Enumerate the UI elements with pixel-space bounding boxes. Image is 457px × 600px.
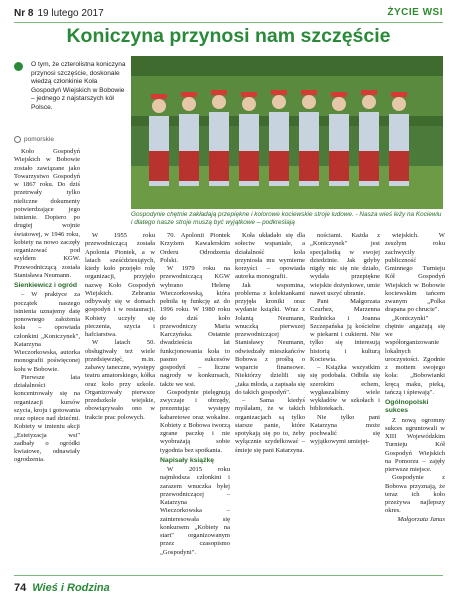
header-divider [14, 22, 443, 23]
paragraph: Jak wspomina, problema z kolektankami przyjęła kroniki oraz wydanie książki. Wraz z Jolantą Neumann, wnuczką pierwszej przewodniczącej Stanisławy Neumann, odwiedzały mieszkańców Bobowa z prośbą o wsparcie finansowe. Niektórzy dzielili się „taka młoda, a zapisała się do takich gospodyń". [235, 281, 305, 396]
paragraph: – W praktyce za początek naszego istnienia uznajemy datę ponownego założenia koła – opowiada członkini „Koniczynek", Katarzyna Wieczorkowska, autorka monografii poświęconej kołu w Bobowie. [14, 291, 80, 373]
issue-number: Nr 8 19 lutego 2017 [14, 8, 104, 19]
article-column-5 [310, 232, 380, 548]
page-number: 74 [14, 582, 27, 594]
region-label: pomorskie [24, 136, 54, 143]
group-photo [131, 56, 443, 209]
paragraph: Pierwsze lata działalności koncentrowały się na organizacji kursów szycia, kroju i gotowania oraz opiece nad dziećmi. Kobiety w imieniu akcji „Estetyzacja wsi" zadbały o ogródki kwiatowe, odnawiały ogrodzenia. [14, 373, 80, 464]
article-column-4 [235, 232, 305, 548]
paragraph: Koło Gospodyń Wiejskich w Bobowie zostało zawiązane jako Towarzystwo Gospodyń w 1867 roku. Do dziś przetrwały tylko nieliczne dokumenty potwierdzające jego istnienie. Dopiero po drugiej wojnie światowej, w 1946 roku, kobiety na nowo zaczęły organizować pod szyldem KGW. Przewodniczącą została Stanisława Neumann. [14, 148, 80, 279]
subheading: Ogólnopolski sukces [385, 399, 429, 415]
article-column-1 [14, 148, 80, 548]
paragraph: Koła układało się dla sołectw wspaniale, a działalność koła przyniosła mu wymierne korzyści – opowiada autorka monografii. [235, 232, 305, 281]
paragraph: – Książka wszystkim się podobała. Odbiła się szerokim echem, wygłaszaliśmy wiele wykładów w szkołach i bibliotekach. [310, 364, 380, 413]
footer-divider [14, 575, 443, 576]
paragraph: 70. Apolonii Piontek Krzyżem Kawalerskim Orderu Odrodzenia Polski. [160, 232, 230, 264]
paragraph: Z nową ogromny sukces ugruntowali w XIII Wojewódzkim Turnieju Kół Gospodyń Wiejskich na Pomorzu – zajęły pierwsze miejsce. [385, 416, 445, 473]
issue-date: 19 lutego 2017 [37, 8, 104, 19]
article-headline: Koniczyna przynosi nam szczęście [66, 25, 391, 47]
paragraph: Gospodynie pielęgnują zwyczaje i obrzędy, prezentując występy kabaretowe oraz wokalne. Kobiety z Bobowa tworzą zgrane paczkę i nie wyobrażają sobie tygodnia bez spotkania. [160, 388, 230, 454]
location-pin-icon [14, 136, 21, 143]
photo-caption: Gospodynie chętnie zakładają przepiękne i kolorowe kociewskie stroje ludowe. - Nasza wieś leży na Kociewiu i dlatego nasze stroje muszą być wyjątkowe – podkreślają [131, 211, 442, 226]
article-column-3 [160, 232, 230, 556]
paragraph: W 1955 roku przewodniczącą została Apolonia Piontek, a w latach sześćdziesiątych, kiedy koło przejęło rolę organizacji, przyjęło nazwę Koło Gospodyń Wiejskich. Zebrania odbywały się w domach gospodyń i w restauracji. Kobiety uczyły się pieczenia, szycia i hafciarstwa. [85, 232, 155, 338]
article-lead: O tym, że czterolistna koniczyna przynosi szczęście, doskonale wiedzą członkinie Koła Gospodyń Wiejskich w Bobowie – jednego z najstarszych kół Polsce. [31, 61, 126, 111]
paragraph: „Koniczynki" chętnie angażują się we współorganizowanie lokalnych uroczystości. Zgodnie z mottem swojego koła: „Bobowianki kręcą maku, pieką, tańczą i śpiewają". [385, 314, 445, 396]
article-column-2 [85, 232, 155, 548]
region-tag [14, 136, 54, 143]
subheading: Napisały książkę [160, 456, 215, 464]
paragraph: Pani Małgorzata Czurhez, Marzenna Rudnicka i Joanna Szczepańska ją kościelne w piekarni i cukierni. Nie tylko się interesują historią i kulturą Kociewia. [310, 298, 380, 363]
paragraph: W latach 50. obsługiwały też wiele przedsięwzięć, m.in. zabawy taneczne, występy teatru amatorskiego, kółka oraz koło przy szkole. Organizowały pierwsze przedszkole wiejskie, obowiązywało ono w trakcie prac polowych. [85, 339, 155, 421]
magazine-name: Wieś i Rodzina [32, 582, 110, 594]
paragraph: nościami. Każda z „Koniczynek" jest specjalistką w swojej dziedzinie. Jak gdyby nigdy nic się nie działo, wydała przepiękne wiejskie dożynkowe, umie nawet uszyć ubranie. [310, 232, 380, 297]
paragraph: – Sama kiedyś myślałam, że w takich organizacjach są tylko starsze panie, które spotykają się po to, żeby wyłącznie szydełkować – śmieje się pani Katarzyna. [235, 397, 305, 454]
paragraph: W 2015 roku najmłodsza członkini i zarazem wnuczka byłej przewodniczącej – Katarzyna Wieczorkowska – zainteresowała się konkursem „Kobiety na start" organizowanym przez czasopismo „Gospodyni". [160, 466, 230, 556]
lead-bullet-icon [14, 62, 23, 71]
paragraph: W 1979 roku na przewodniczącą KGW wybrano Helenę Wieczorkowską, która pełniła tę funkcję aż do 1996 roku. W 1980 roku do dziś koło przewodniczy Maria Karczyńska. Ostatnie dwadzieścia lat funkcjonowania koła to pasmo sukcesów gospodyń – liczne nagrody w konkursach, także we wsi. [160, 265, 230, 388]
paragraph: Gospodynie z Bobowa przyznają, że teraz ich koło przeżywa najlepszy okres. [385, 474, 445, 515]
section-title: ŻYCIE WSI [387, 7, 443, 18]
page-footer [14, 578, 443, 592]
paragraph: wiejskich. W zeszłym roku zachwyciły publiczność Gminnego Turnieju Kół Gospodyń Wiejskich w Bobowie kociewskim tańcem zwanym „Polka drapana po chrucie". [385, 232, 445, 314]
subheading: Sienkiewicz i ogród [14, 282, 78, 289]
paragraph: Nie tylko pani Katarzyna może pochwalić się wyjątkowymi umiejęt- [310, 413, 380, 446]
page-header [14, 8, 443, 22]
article-column-6 [385, 232, 445, 548]
author-signature: Małgorzata Janus [397, 515, 445, 523]
